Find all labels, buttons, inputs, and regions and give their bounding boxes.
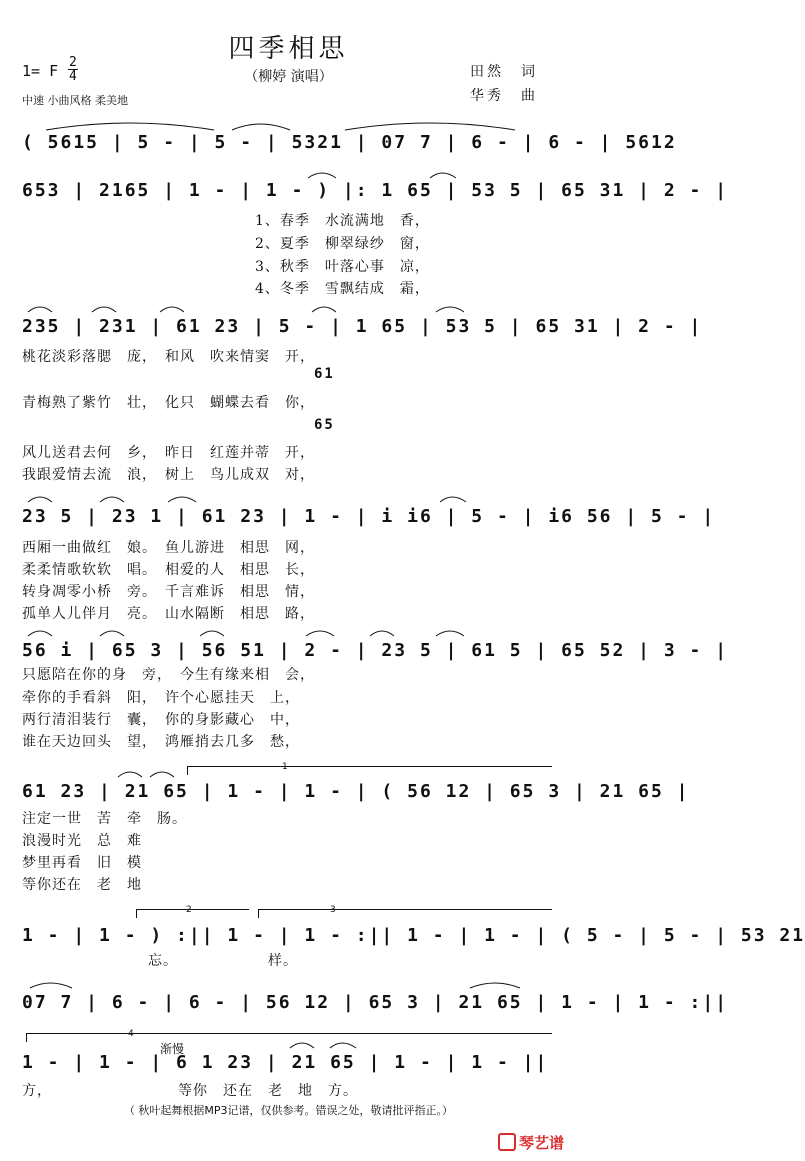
slur-arc	[150, 772, 174, 777]
line9-lyric-b: 等你 还在 老 地 方。	[178, 1083, 358, 1099]
slur-arc	[100, 631, 124, 636]
slur-arc	[430, 173, 456, 178]
stanza-2-opening: 2、夏季 柳翠绿纱 窗，	[255, 236, 430, 252]
line6-lyric-2: 浪漫时光 总 难	[22, 833, 142, 849]
slur-arc	[330, 1043, 356, 1048]
stanza-1-opening: 1、春季 水流满地 香，	[255, 213, 430, 229]
line3-lyric-1: 桃花淡彩落腮 庞， 和风 吹来情窦 开，	[22, 349, 315, 365]
singer-credit: （柳婷 演唱）	[244, 69, 333, 85]
line6-lyric-1: 注定一世 苦 牵 肠。	[22, 811, 187, 827]
line3-lyric-2: 青梅熟了紫竹 壮， 化只 蝴蝶去看 你，	[22, 395, 315, 411]
score-line-6: 61 23 | 21 65 | 1 - | 1 - | ( 56 12 | 65 3 | 21 65 |	[22, 781, 690, 802]
slur-arc	[28, 307, 52, 312]
key-signature: 1= F	[22, 62, 59, 80]
slur-arc	[312, 307, 336, 312]
stanza-4-opening: 4、冬季 雪飘结成 霜，	[255, 281, 430, 297]
score-line-1: ( 5615 | 5 - | 5 - | 5321 | 07 7 | 6 - | 6 - | 5612	[22, 132, 677, 153]
composer-credit: 华秀 曲	[470, 88, 538, 104]
line6-lyric-3: 梦里再看 旧 模	[22, 855, 142, 871]
logo-text: 琴艺谱	[519, 1134, 565, 1152]
slur-arc	[46, 123, 214, 130]
tempo-marking: 中速 小曲风格 柔美地	[22, 94, 128, 107]
slur-arc	[28, 631, 52, 636]
slur-arc	[290, 1043, 314, 1048]
slur-arc	[436, 307, 464, 312]
slur-arc	[168, 497, 196, 502]
slur-arc	[160, 307, 184, 312]
slur-arc	[308, 173, 336, 178]
slur-arc	[306, 631, 334, 636]
slur-arc	[28, 497, 52, 502]
line6-lyric-4: 等你还在 老 地	[22, 877, 142, 893]
tempo-change-marking: 渐慢	[160, 1042, 185, 1056]
line3-variant-notes-2: 65	[314, 417, 335, 433]
line3-lyric-3: 风儿送君去何 乡， 昨日 红莲并蒂 开，	[22, 445, 315, 461]
first-ending-number: 1	[282, 762, 288, 772]
line4-lyric-2: 柔柔情歌软软 唱。 相爱的人 相思 长，	[22, 562, 315, 578]
line7-lyric-a: 忘。	[148, 953, 178, 969]
line7-lyric-b: 样。	[268, 953, 298, 969]
slur-arc	[436, 631, 464, 636]
slur-arc	[200, 631, 224, 636]
meter-top: 2	[69, 55, 77, 70]
score-line-9: 1 - | 1 - | 6 1 23 | 21 65 | 1 - | 1 - ||	[22, 1052, 549, 1073]
slur-arc	[232, 124, 290, 130]
song-title: 四季相思	[228, 34, 349, 64]
slur-arc	[30, 983, 72, 988]
line5-lyric-4: 谁在天边回头 望， 鸿雁捎去几多 愁，	[22, 734, 300, 750]
line4-lyric-1: 西厢一曲做红 娘。 鱼儿游进 相思 网，	[22, 540, 315, 556]
third-ending-number: 3	[330, 905, 336, 915]
lyricist-credit: 田然 词	[470, 64, 538, 80]
line4-lyric-3: 转身凋零小桥 旁。 千言难诉 相思 情，	[22, 584, 315, 600]
line9-lyric-a: 方，	[22, 1083, 52, 1099]
score-line-4: 23 5 | 23 1 | 61 23 | 1 - | i i6 | 5 - | i6 56 | 5 - |	[22, 506, 716, 527]
score-line-2: 653 | 2165 | 1 - | 1 - ) |: 1 65 | 53 5 | 65 31 | 2 - |	[22, 180, 729, 201]
slur-arc	[118, 772, 142, 777]
slur-arc	[345, 123, 515, 130]
second-ending-number: 2	[186, 905, 192, 915]
score-line-7: 1 - | 1 - ) :|| 1 - | 1 - :|| 1 - | 1 - | ( 5 - | 5 - | 53 21	[22, 925, 805, 946]
score-line-5: 56 i | 65 3 | 56 51 | 2 - | 23 5 | 61 5 | 65 52 | 3 - |	[22, 640, 729, 661]
meter-bottom: 4	[69, 69, 77, 84]
score-line-8: 07 7 | 6 - | 6 - | 56 12 | 65 3 | 21 65 | 1 - | 1 - :||	[22, 992, 729, 1013]
line3-lyric-4: 我跟爱情去流 浪， 树上 鸟儿成双 对，	[22, 467, 315, 483]
line5-lyric-2: 牵你的手看斜 阳， 许个心愿挂天 上，	[22, 690, 300, 706]
line5-lyric-1: 只愿陪在你的身 旁， 今生有缘来相 会，	[22, 667, 315, 683]
line3-variant-notes-1: 61	[314, 366, 335, 382]
slur-arc	[92, 307, 116, 312]
line5-lyric-3: 两行清泪装行 囊， 你的身影藏心 中，	[22, 712, 300, 728]
fourth-ending-number: 4	[128, 1029, 134, 1039]
slur-arc	[440, 497, 466, 502]
score-line-3: 235 | 231 | 61 23 | 5 - | 1 65 | 53 5 | 65 31 | 2 - |	[22, 316, 703, 337]
slur-arc	[100, 497, 124, 502]
slur-arc	[370, 631, 394, 636]
stanza-3-opening: 3、秋季 叶落心事 凉，	[255, 259, 430, 275]
transcription-note: （ 秋叶起舞根据MP3记谱，仅供参考。错误之处，敬请批评指正。）	[123, 1104, 454, 1117]
slur-arc	[470, 983, 520, 988]
line4-lyric-4: 孤单人儿伴月 亮。 山水隔断 相思 路，	[22, 606, 315, 622]
